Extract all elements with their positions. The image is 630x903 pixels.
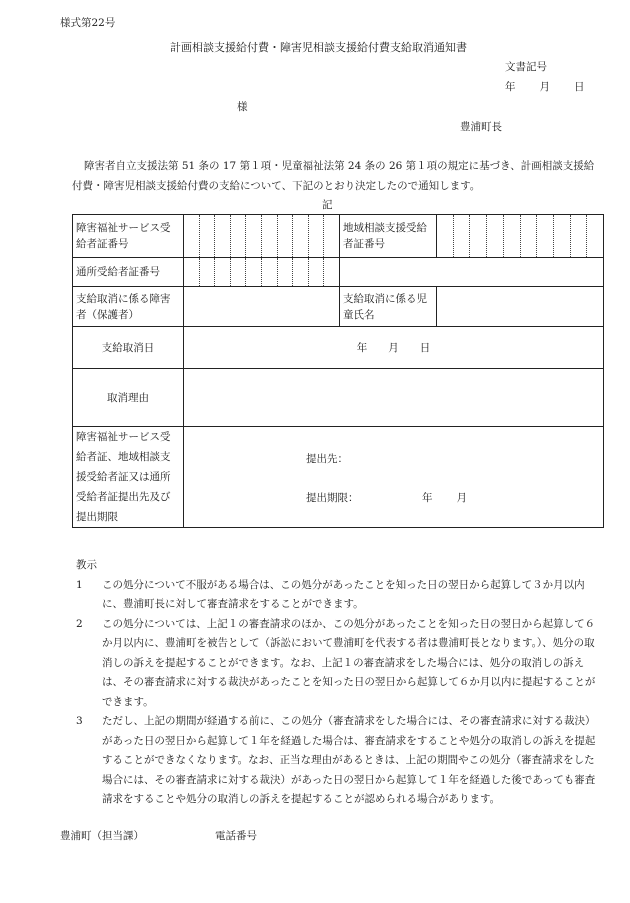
cancellation-date-field[interactable]: 年 月 日 [184,327,604,369]
day-service-cert-number-field[interactable] [184,258,340,287]
recipient-cert-number-label: 障害福祉サービス受給者証番号 [73,215,184,258]
day-service-cert-number-label: 通所受給者証番号 [73,258,184,287]
empty-cell [340,258,604,287]
document-number-label: 文書記号 [505,61,547,73]
addressee-suffix: 様 [237,101,248,113]
deadline-label: 提出期限： [306,492,359,504]
date-line: 年 月 日 [505,81,586,93]
disabled-person-label: 支給取消に係る障害者（保護者） [73,287,184,327]
disabled-person-field[interactable] [184,287,340,327]
document-title: 計画相談支援給付費・障害児相談支援給付費支給取消通知書 [170,41,467,54]
notes-heading: 教示 [76,559,97,571]
note-number: 3 [76,715,83,727]
cancellation-reason-field[interactable] [184,369,604,427]
note-text: ただし、上記の期間が経過する前に、この処分（審査請求をした場合には、その審査請求に対する裁決）があった日の翌日から起算して１年を経過した場合は、審査請求をすることや処分の取消しの訴えを提起することができなくなります。なお、正当な理由があるときは、上記の期間やこの処分（審査請求をした場合には、その審査請求に対する裁決）があった日の翌日から起算して１年を経過した後であっても審査請求をすることや処分の取消しの訴えを提起することが認められる場合があります。 [102,715,596,805]
note-text: この処分について不服がある場合は、この処分があったことを知った日の翌日から起算して３か月以内に、豊浦町長に対して審査請求をすることができます。 [102,578,585,610]
submission-label: 障害福祉サービス受給者証、地域相談支援受給者証又は通所受給者証提出先及び提出期限 [73,427,184,528]
cancellation-reason-label: 取消理由 [73,369,184,427]
recipient-cert-number-field[interactable] [184,215,340,258]
child-name-label: 支給取消に係る児童氏名 [340,287,437,327]
child-name-field[interactable] [437,287,604,327]
body-paragraph: 障害者自立支援法第 51 条の 17 第１項・児童福祉法第 24 条の 26 第１項の規定に基づき、計画相談支援給付費・障害児相談支援給付費の支給について、下記のとおり決定したので通知します。 [72,160,595,192]
footer-department: 豊浦町（担当課） [60,830,144,842]
sender-name: 豊浦町長 [460,121,502,133]
note-number: 1 [76,578,83,591]
submission-field[interactable] [184,427,604,528]
cancellation-date-label: 支給取消日 [73,327,184,369]
note-number: 2 [76,617,83,630]
note-text: この処分については、上記１の審査請求のほか、この処分があったことを知った日の翌日から起算して６か月以内に、豊浦町を被告として（訴訟において豊浦町を代表する者は豊浦町長となります。）、処分の取消しの訴えを提起することができます。なお、上記１の審査請求をした場合には、処分の取消しの訴えは、その審査請求に対する裁決があったことを知った日の翌日から起算して６か月以内に提起することができます。 [102,617,596,708]
submit-to-label: 提出先： [306,453,348,465]
note-item [60,712,600,810]
form-number: 様式第22号 [60,17,116,29]
footer-phone-label: 電話番号 [215,830,257,842]
note-item [60,615,600,713]
note-item [60,576,600,615]
deadline-date: 年 月 [422,492,468,504]
community-cert-number-field[interactable] [437,215,604,258]
ki-marker: 記 [322,199,333,211]
notes-section [60,556,600,810]
notification-table [72,214,604,528]
community-cert-number-label: 地域相談支援受給者証番号 [340,215,437,258]
